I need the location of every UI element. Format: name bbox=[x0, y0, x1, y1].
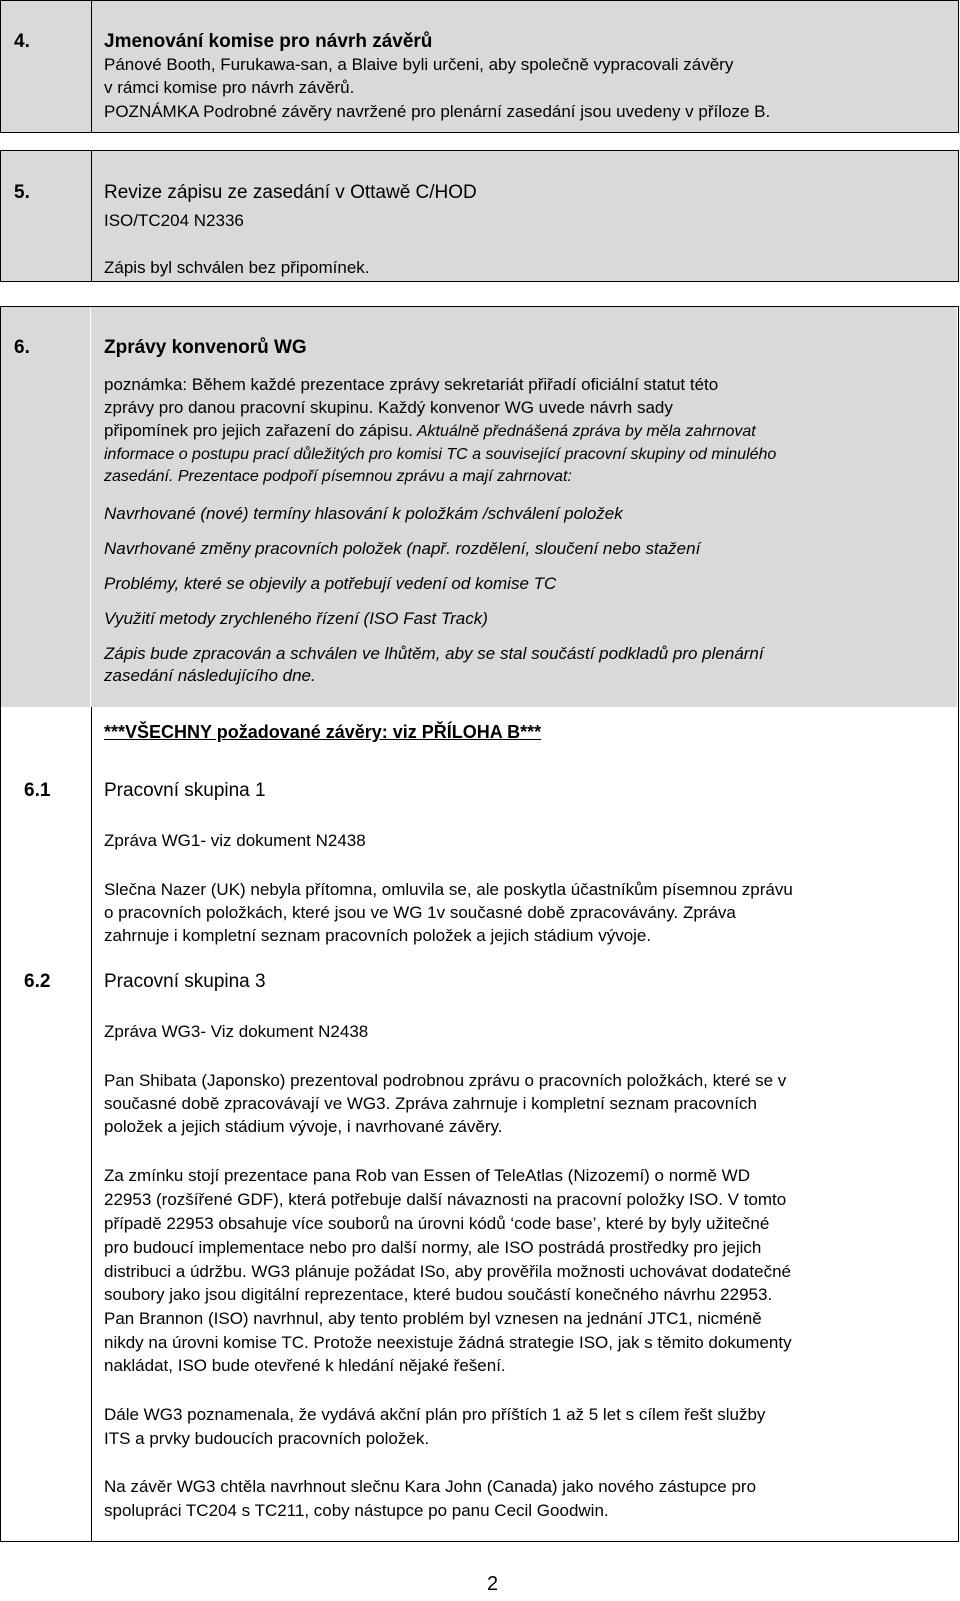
section-6-2-paragraph-2-line: soubory jako jsou digitální reprezentace, které budou součástí konečného návrhu 22953. bbox=[104, 1285, 773, 1304]
section-number-column bbox=[1, 151, 92, 281]
section-6-2-paragraph-4-line: spolupráci TC204 s TC211, coby nástupce po panu Cecil Goodwin. bbox=[104, 1501, 609, 1520]
section-6-item: Navrhované změny pracovních položek (např. rozdělení, sloučení nebo stažení bbox=[104, 539, 701, 558]
section-6-2-paragraph-2-line: nikdy na úrovni komise TC. Protože neexistuje žádná strategie ISO, jak s těmito dokumenty bbox=[104, 1333, 792, 1352]
section-6-2-paragraph-1-line: současné době zpracovávají ve WG3. Zpráva zahrnuje i kompletní seznam pracovních bbox=[104, 1094, 757, 1113]
page-number: 2 bbox=[487, 1573, 499, 1595]
section-5-title: Revize zápisu ze zasedání v Ottawě C/HOD bbox=[104, 182, 477, 203]
section-6-item: Využití metody zrychleného řízení (ISO Fast Track) bbox=[104, 609, 488, 628]
section-6-note-line-2 bbox=[104, 396, 673, 420]
section-6-item: Problémy, které se objevily a potřebují vedení od komise TC bbox=[104, 574, 557, 593]
note-text: zasedání. bbox=[104, 468, 174, 485]
section-6-2-number: 6.2 bbox=[24, 971, 51, 992]
section-6-conclusions: ***VŠECHNY požadované závěry: viz PŘÍLOHA B*** bbox=[104, 722, 542, 742]
section-5-number: 5. bbox=[14, 182, 30, 203]
section-6-minutes-line-2: zasedání následujícího dne. bbox=[104, 666, 316, 685]
section-6-note-line-5 bbox=[104, 466, 572, 488]
section-6-2-paragraph-2-line: pro budoucí implementace nebo pro další normy, ale ISO postrádá prostředky pro jejich bbox=[104, 1238, 762, 1257]
section-6-minutes-line-1: Zápis bude zpracován a schválen ve lhůtěm, aby se stal součástí podkladů pro plenární bbox=[104, 644, 764, 663]
section-6-note-line-4: informace o postupu prací důležitých pro komisi TC a související pracovní skupiny od minulého bbox=[104, 446, 777, 463]
note-text: připomínek pro jejich zařazení do zápisu. bbox=[104, 421, 413, 440]
section-6-1-paragraph-line: zahrnuje i kompletní seznam pracovních položek a jejich stádium vývoje. bbox=[104, 926, 652, 945]
section-5-document: ISO/TC204 N2336 bbox=[104, 211, 244, 230]
section-6-1-paragraph-line: o pracovních položkách, které jsou ve WG 1v současné době zpracovávány. Zpráva bbox=[104, 903, 736, 922]
section-6-2-paragraph-2-line: 22953 (rozšířené GDF), která potřebuje další návaznosti na pracovní položky ISO. V tomto bbox=[104, 1190, 787, 1209]
section-6-2-paragraph-3-line: ITS a prvky budoucích pracovních položek. bbox=[104, 1429, 430, 1448]
note-text: Aktuálně přednášená zpráva by měla zahrnovat bbox=[413, 423, 756, 440]
section-6-number-background bbox=[1, 307, 90, 707]
note-text: Každý konvenor WG uvede návrh sady bbox=[373, 398, 673, 417]
section-5-text: Zápis byl schválen bez připomínek. bbox=[104, 258, 370, 277]
section-6-title: Zprávy konvenorů WG bbox=[104, 337, 307, 358]
section-number-column bbox=[1, 1, 92, 132]
section-6-note-line-1: poznámka: Během každé prezentace zprávy sekretariát přiřadí oficiální statut této bbox=[104, 375, 719, 394]
section-4-line-2: v rámci komise pro návrh závěrů. bbox=[104, 78, 355, 97]
section-6-item: Navrhované (nové) termíny hlasování k položkám /schválení položek bbox=[104, 504, 623, 523]
section-6-2-paragraph-2-line: Pan Brannon (ISO) navrhnul, aby tento problém byl vznesen na jednání JTC1, nicméně bbox=[104, 1309, 762, 1328]
section-6-note-line-3 bbox=[104, 419, 756, 443]
section-4-title: Jmenování komise pro návrh závěrů bbox=[104, 31, 433, 52]
section-4-line-1: Pánové Booth, Furukawa-san, a Blaive byli určeni, aby společně vypracovali závěry bbox=[104, 55, 734, 74]
section-6-2-paragraph-2-line: distribuci a údržbu. WG3 plánuje požádat ISo, aby prověřila možnosti uchovávat dodatečné bbox=[104, 1262, 792, 1281]
section-4-number: 4. bbox=[14, 31, 30, 52]
note-text: Prezentace podpoří písemnou zprávu a mají zahrnovat: bbox=[173, 468, 572, 485]
section-6-number: 6. bbox=[14, 337, 30, 358]
section-6-2-paragraph-1-line: Pan Shibata (Japonsko) prezentoval podrobnou zprávu o pracovních položkách, které se v bbox=[104, 1071, 787, 1090]
section-6-1-paragraph-line: Slečna Nazer (UK) nebyla přítomna, omluvila se, ale poskytla účastníkům písemnou zprávu bbox=[104, 880, 793, 899]
note-text: zprávy pro danou pracovní skupinu. bbox=[104, 398, 374, 417]
section-6-1-report: Zpráva WG1- viz dokument N2438 bbox=[104, 831, 366, 850]
section-6-2-paragraph-1-line: položek a jejich stádium vývoje, i navrhované závěry. bbox=[104, 1117, 503, 1136]
section-6-2-paragraph-2-line: nakládat, ISO bude otevřené k hledání nějaké řešení. bbox=[104, 1356, 506, 1375]
section-6-2-paragraph-2-line: případě 22953 obsahuje více souborů na úrovni kódů ‘code base’, které by byly užitečné bbox=[104, 1214, 770, 1233]
section-6-2-report: Zpráva WG3- Viz dokument N2438 bbox=[104, 1022, 369, 1041]
section-6-2-title: Pracovní skupina 3 bbox=[104, 971, 266, 992]
section-6-1-number: 6.1 bbox=[24, 780, 51, 801]
section-4-line-3: POZNÁMKA Podrobné závěry navržené pro plenární zasedání jsou uvedeny v příloze B. bbox=[104, 102, 771, 121]
section-6-2-paragraph-2-line: Za zmínku stojí prezentace pana Rob van Essen of TeleAtlas (Nizozemí) o normě WD bbox=[104, 1166, 750, 1185]
section-6-1-title: Pracovní skupina 1 bbox=[104, 780, 266, 801]
section-6-2-paragraph-3-line: Dále WG3 poznamenala, že vydává akční plán pro příštích 1 až 5 let s cílem řešt služby bbox=[104, 1405, 766, 1424]
section-6-2-paragraph-4-line: Na závěr WG3 chtěla navrhnout slečnu Kara John (Canada) jako nového zástupce pro bbox=[104, 1477, 757, 1496]
